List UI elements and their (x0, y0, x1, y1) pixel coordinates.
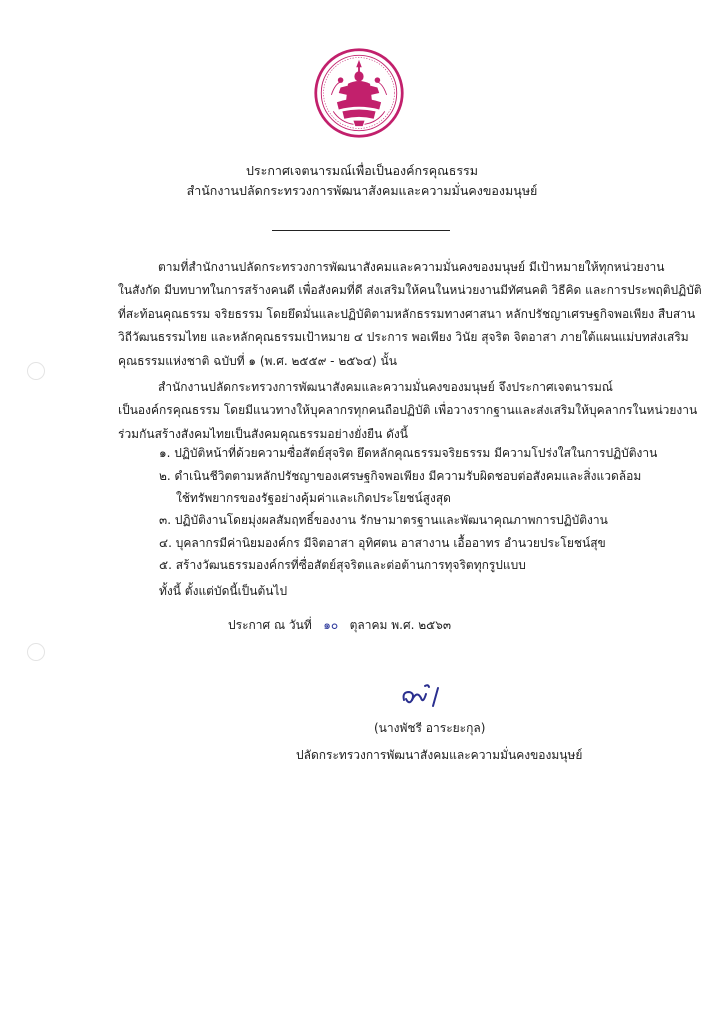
ministry-seal-icon (313, 47, 405, 139)
handwritten-signature (398, 680, 458, 710)
document-title: ประกาศเจตนารมณ์เพื่อเป็นองค์กรคุณธรรม (246, 163, 478, 178)
signatory-position: ปลัดกระทรวงการพัฒนาสังคมและความมั่นคงของมนุษย์ (296, 748, 583, 762)
text-line: ที่สะท้อนคุณธรรม จริยธรรม โดยยึดมั่นและปฏิบัติตามหลักธรรมทางศาสนา หลักปรัชญาเศรษฐกิจพอเพียง สืบสาน (118, 306, 696, 321)
paragraph-declaration (118, 376, 702, 446)
date-day: ๑๐ (323, 618, 339, 632)
paragraph-intro (118, 256, 702, 373)
principle-item: ๒. ดำเนินชีวิตตามหลักปรัชญาของเศรษฐกิจพอเพียง มีความรับผิดชอบต่อสังคมและสิ่งแวดล้อม (159, 469, 642, 483)
announcement-date (228, 614, 451, 636)
signatory-name: (นางพัชรี อาระยะกุล) (374, 721, 486, 735)
date-month-year: ตุลาคม พ.ศ. ๒๕๖๓ (349, 618, 452, 632)
effective-statement: ทั้งนี้ ตั้งแต่บัดนี้เป็นต้นไป (159, 584, 288, 598)
text-line: วิถีวัฒนธรรมไทย และหลักคุณธรรมเป้าหมาย ๔ ประการ พอเพียง วินัย สุจริต จิตอาสา ภายใต้แผนแม่บทส่งเสริม (118, 330, 689, 345)
issuing-office: สำนักงานปลัดกระทรวงการพัฒนาสังคมและความมั่นคงของมนุษย์ (186, 183, 538, 198)
text-line: คุณธรรมแห่งชาติ ฉบับที่ ๑ (พ.ศ. ๒๕๕๙ - ๒๕๖๔) นั้น (118, 353, 397, 368)
title-divider (272, 230, 450, 231)
text-line: เป็นองค์กรคุณธรรม โดยมีแนวทางให้บุคลากรทุกคนถือปฏิบัติ เพื่อวางรากฐานและส่งเสริมให้บุคลากรในหน่วยงาน (118, 403, 698, 418)
date-prefix: ประกาศ ณ วันที่ (228, 618, 312, 632)
principle-item: ๓. ปฏิบัติงานโดยมุ่งผลสัมฤทธิ์ของงาน รักษามาตรฐานและพัฒนาคุณภาพการปฏิบัติงาน (159, 513, 608, 527)
text-line: สำนักงานปลัดกระทรวงการพัฒนาสังคมและความมั่นคงของมนุษย์ จึงประกาศเจตนารมณ์ (158, 380, 613, 394)
punch-hole-mark (27, 362, 45, 380)
principle-item: ๔. บุคลากรมีค่านิยมองค์กร มีจิตอาสา อุทิศตน อาสางาน เอื้ออาทร อำนวยประโยชน์สุข (159, 536, 606, 550)
principle-item-continuation: ใช้ทรัพยากรของรัฐอย่างคุ้มค่าและเกิดประโยชน์สูงสุด (176, 491, 451, 505)
text-line: ร่วมกันสร้างสังคมไทยเป็นสังคมคุณธรรมอย่างยั่งยืน ดังนี้ (118, 426, 408, 441)
punch-hole-mark (27, 643, 45, 661)
text-line: ตามที่สำนักงานปลัดกระทรวงการพัฒนาสังคมและความมั่นคงของมนุษย์ มีเป้าหมายให้ทุกหน่วยงาน (158, 260, 665, 274)
principle-item: ๑. ปฏิบัติหน้าที่ด้วยความซื่อสัตย์สุจริต ยึดหลักคุณธรรมจริยธรรม มีความโปร่งใสในการปฏิบัติงาน (159, 446, 658, 460)
principle-item: ๕. สร้างวัฒนธรรมองค์กรที่ซื่อสัตย์สุจริตและต่อต้านการทุจริตทุกรูปแบบ (159, 558, 526, 572)
text-line: ในสังกัด มีบทบาทในการสร้างคนดี เพื่อสังคมที่ดี ส่งเสริมให้คนในหน่วยงานมีทัศนคติ วิธีคิด และการประพฤติปฏิบัติ (118, 283, 702, 298)
